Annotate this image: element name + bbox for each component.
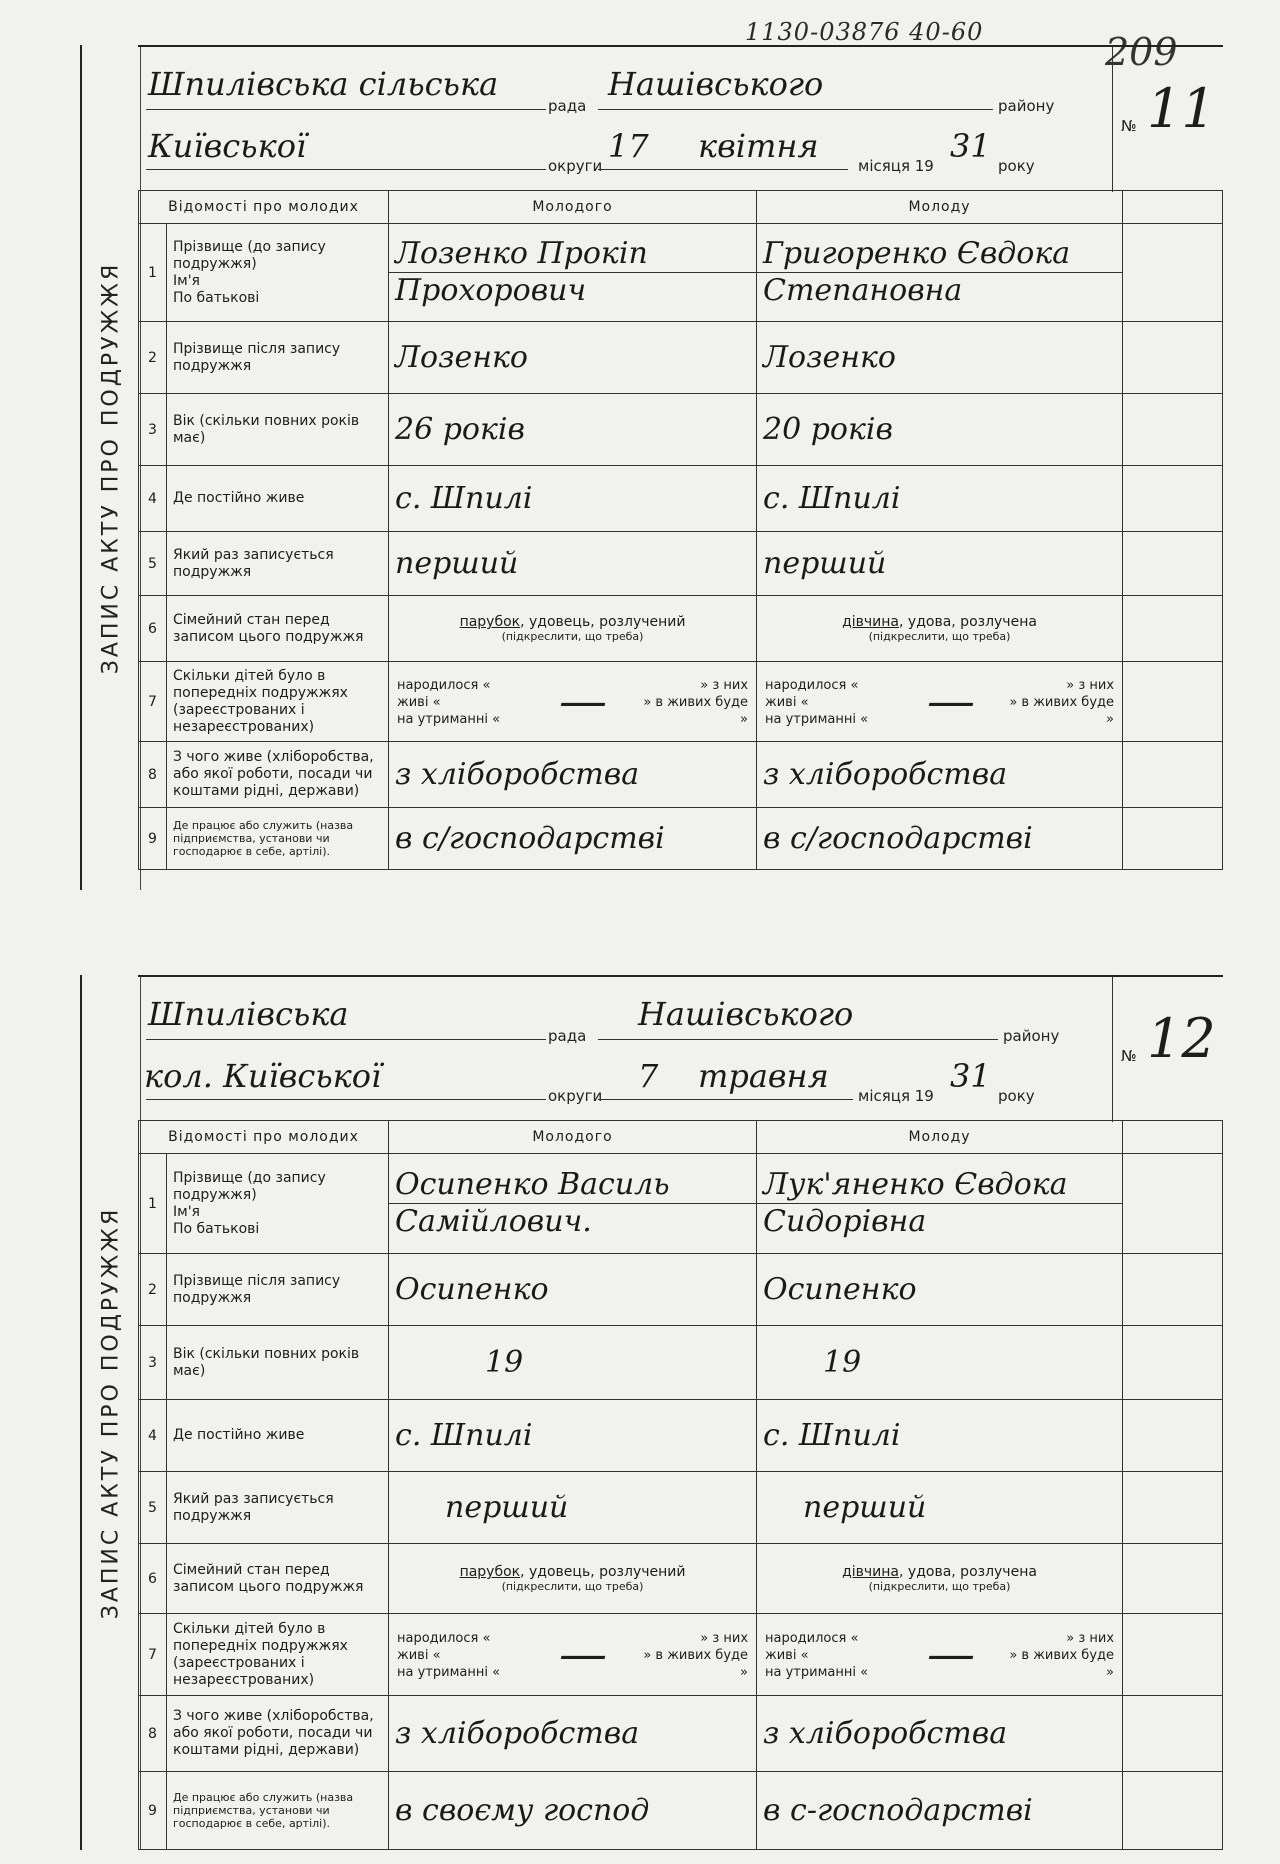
col-bride-header: Молоду (757, 1121, 1123, 1154)
record-table (138, 1120, 1223, 1850)
bride-patronymic: Сидорівна (763, 1204, 927, 1239)
groom-kids: — (559, 672, 608, 729)
row-number: 4 (139, 1400, 167, 1472)
record-number: 11 (1147, 77, 1216, 140)
row-label: З чого живе (хліборобства, або якої роботи, посади чи коштами рідні, держави) (167, 1696, 389, 1772)
year-label: року (998, 157, 1035, 175)
record-header (138, 45, 1138, 192)
row-label: Прізвище (до запису подружжя) Ім'я По батькові (167, 224, 389, 322)
bride-kids: — (927, 1625, 976, 1682)
rada-label: рада (548, 1027, 587, 1045)
row-number: 2 (139, 1254, 167, 1326)
kids-labels-right: » з них » в живих буде » (1009, 1630, 1115, 1680)
year-value: 31 (950, 1057, 991, 1095)
row-number: 9 (139, 808, 167, 870)
month-label: місяця 19 (858, 157, 934, 175)
groom-patronymic: Прохорович (395, 273, 587, 308)
underline-hint: (підкреслити, що треба) (501, 630, 644, 643)
bride-work: в с/господарстві (763, 820, 1033, 856)
row-number: 2 (139, 322, 167, 394)
kids-labels: народилося « живі « на утриманні « (397, 677, 501, 727)
groom-times: перший (445, 1489, 569, 1525)
groom-age: 26 років (395, 411, 525, 447)
col-info-header: Відомості про молодих (139, 1121, 389, 1154)
row-label: Де працює або служить (назва підприємства, установи чи господарює в себе, артілі). (167, 808, 389, 870)
bride-age: 19 (823, 1344, 862, 1380)
groom-status-rest: , удовець, розлучений (520, 614, 686, 630)
groom-status-options (395, 1564, 750, 1580)
kids-labels-right: » з них » в живих буде » (643, 677, 749, 727)
bride-status-options (763, 614, 1116, 630)
row-label: Прізвище після запису подружжя (167, 322, 389, 394)
row-label: Де працює або служить (назва підприємства, установи чи господарює в себе, артілі). (167, 1772, 389, 1850)
okruh-label: округи (548, 1087, 603, 1105)
rada-label: рада (548, 97, 587, 115)
rada-value: Шпилівська (148, 995, 349, 1033)
bride-name: Григоренко Євдока (757, 236, 1122, 273)
bride-status-selected: дівчина (842, 1564, 900, 1580)
record-table (138, 190, 1223, 870)
raion-label: району (1003, 1027, 1060, 1045)
row-label: Скільки дітей було в попередніх подружжях (зареєстрованих і незареєстрованих) (167, 662, 389, 742)
bride-times: перший (763, 545, 887, 581)
bride-patronymic: Степановна (763, 273, 963, 308)
groom-name: Лозенко Прокіп (389, 236, 756, 273)
raion-label: району (998, 97, 1055, 115)
groom-surname-after: Лозенко (395, 339, 528, 375)
row-label: Вік (скільки повних років має) (167, 1326, 389, 1400)
rada-value: Шпилівська сільська (148, 65, 499, 103)
row-label: Вік (скільки повних років має) (167, 394, 389, 466)
archive-note: 1130-03876 40-60 (745, 18, 984, 46)
row-label: Прізвище (до запису подружжя) Ім'я По батькові (167, 1154, 389, 1254)
bride-age: 20 років (763, 411, 893, 447)
row-number: 5 (139, 1472, 167, 1544)
year-label: року (998, 1087, 1035, 1105)
raion-value: Нашівського (638, 995, 854, 1033)
record-number: 12 (1147, 1007, 1216, 1070)
side-title-panel (80, 45, 141, 890)
okruh-value: Київської (148, 127, 307, 165)
bride-status-rest: , удова, розлучена (899, 614, 1037, 630)
bride-name: Лук'яненко Євдока (757, 1167, 1122, 1204)
groom-residence: с. Шпилі (395, 1417, 533, 1453)
no-label: № (1121, 1047, 1137, 1065)
kids-labels-right: » з них » в живих буде » (643, 1630, 749, 1680)
underline-hint: (підкреслити, що треба) (868, 630, 1011, 643)
groom-status-selected: парубок (459, 614, 521, 630)
bride-work: в с-господарстві (763, 1792, 1033, 1828)
bride-living: з хліборобства (763, 756, 1008, 792)
raion-value: Нашівського (608, 65, 824, 103)
row-number: 6 (139, 596, 167, 662)
row-label: З чого живе (хліборобства, або якої роботи, посади чи коштами рідні, держави) (167, 742, 389, 808)
kids-labels: народилося « живі « на утриманні « (765, 1630, 869, 1680)
no-label: № (1121, 117, 1137, 135)
bride-residence: с. Шпилі (763, 480, 901, 516)
record-header (138, 975, 1138, 1122)
page-number: 209 (1105, 30, 1178, 74)
bride-status-rest: , удова, розлучена (899, 1564, 1037, 1580)
row-label: Який раз записується подружжя (167, 1472, 389, 1544)
bride-status-selected: дівчина (842, 614, 900, 630)
year-value: 31 (950, 127, 991, 165)
kids-labels: народилося « живі « на утриманні « (397, 1630, 501, 1680)
marriage-record-1 (80, 45, 1222, 890)
row-number: 3 (139, 394, 167, 466)
row-number: 7 (139, 662, 167, 742)
groom-name: Осипенко Василь (389, 1167, 756, 1204)
bride-times: перший (803, 1489, 927, 1525)
row-label: Який раз записується подружжя (167, 532, 389, 596)
bride-surname-after: Осипенко (763, 1271, 917, 1307)
groom-status-options (395, 614, 750, 630)
bride-kids: — (927, 672, 976, 729)
month-value: травня (698, 1057, 829, 1095)
groom-living: з хліборобства (395, 756, 640, 792)
col-groom-header: Молодого (389, 1121, 757, 1154)
groom-age: 19 (485, 1344, 524, 1380)
groom-kids: — (559, 1625, 608, 1682)
row-label: Де постійно живе (167, 466, 389, 532)
side-title-panel (80, 975, 141, 1850)
day-value: 17 (608, 127, 649, 165)
row-number: 3 (139, 1326, 167, 1400)
row-number: 6 (139, 1544, 167, 1614)
row-number: 7 (139, 1614, 167, 1696)
groom-status-rest: , удовець, розлучений (520, 1564, 686, 1580)
underline-hint: (підкреслити, що треба) (501, 1580, 644, 1593)
groom-patronymic: Самійлович. (395, 1204, 592, 1239)
bride-status-options (763, 1564, 1116, 1580)
kids-labels-right: » з них » в живих буде » (1009, 677, 1115, 727)
row-number: 8 (139, 1696, 167, 1772)
bride-surname-after: Лозенко (763, 339, 896, 375)
bride-residence: с. Шпилі (763, 1417, 901, 1453)
okruh-value: кол. Київської (144, 1057, 382, 1095)
col-groom-header: Молодого (389, 191, 757, 224)
row-number: 8 (139, 742, 167, 808)
row-label: Сімейний стан перед записом цього подружжя (167, 596, 389, 662)
month-label: місяця 19 (858, 1087, 934, 1105)
record-number-box (1112, 975, 1223, 1122)
kids-labels: народилося « живі « на утриманні « (765, 677, 869, 727)
okruh-label: округи (548, 157, 603, 175)
row-label: Скільки дітей було в попередніх подружжях (зареєстрованих і незареєстрованих) (167, 1614, 389, 1696)
row-number: 1 (139, 224, 167, 322)
groom-times: перший (395, 545, 519, 581)
row-number: 5 (139, 532, 167, 596)
marriage-record-2 (80, 975, 1222, 1850)
row-label: Де постійно живе (167, 1400, 389, 1472)
groom-surname-after: Осипенко (395, 1271, 549, 1307)
groom-living: з хліборобства (395, 1715, 640, 1751)
row-label: Прізвище після запису подружжя (167, 1254, 389, 1326)
groom-work: в своєму господ (395, 1792, 650, 1828)
groom-work: в с/господарстві (395, 820, 665, 856)
bride-living: з хліборобства (763, 1715, 1008, 1751)
underline-hint: (підкреслити, що треба) (868, 1580, 1011, 1593)
row-number: 1 (139, 1154, 167, 1254)
side-title: ЗАПИС АКТУ ПРО ПОДРУЖЖЯ (98, 1206, 124, 1619)
month-value: квітня (698, 127, 819, 165)
col-info-header: Відомості про молодих (139, 191, 389, 224)
row-number: 4 (139, 466, 167, 532)
row-number: 9 (139, 1772, 167, 1850)
record-number-box (1112, 45, 1223, 192)
day-value: 7 (638, 1057, 659, 1095)
groom-residence: с. Шпилі (395, 480, 533, 516)
col-bride-header: Молоду (757, 191, 1123, 224)
groom-status-selected: парубок (459, 1564, 521, 1580)
side-title: ЗАПИС АКТУ ПРО ПОДРУЖЖЯ (98, 261, 124, 674)
row-label: Сімейний стан перед записом цього подружжя (167, 1544, 389, 1614)
